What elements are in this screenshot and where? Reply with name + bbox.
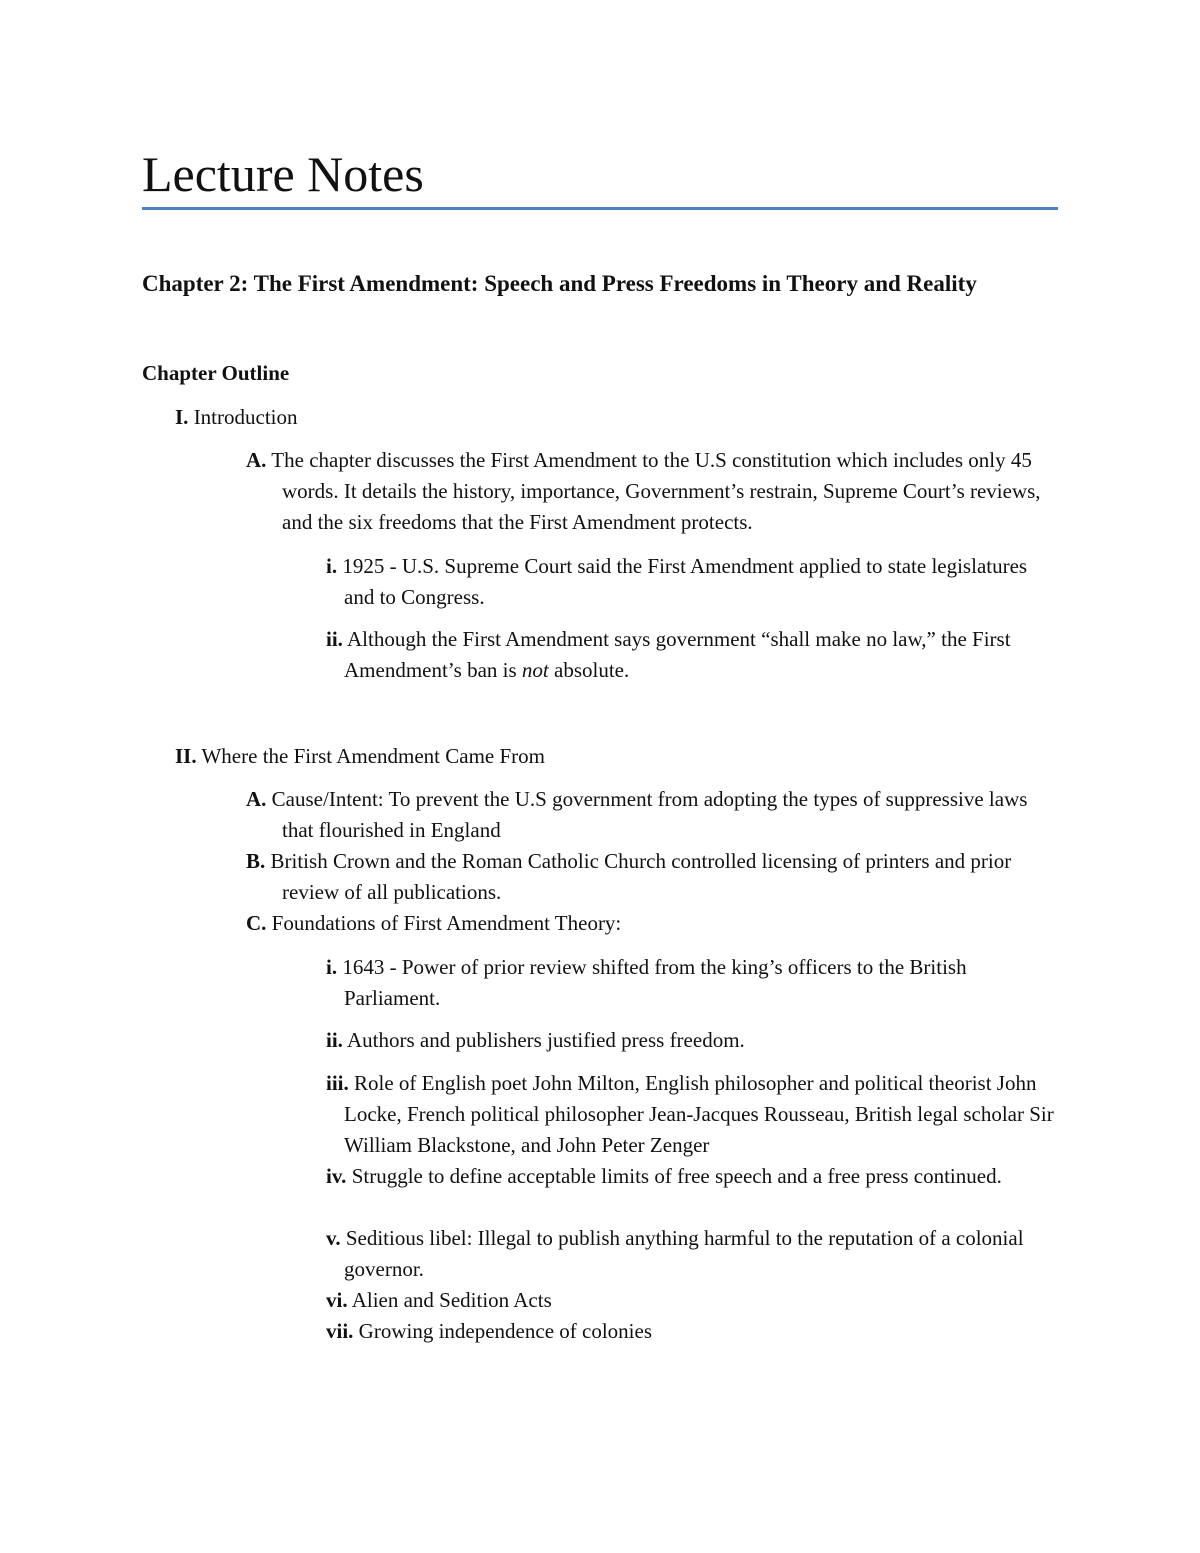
- section-title: Introduction: [193, 405, 298, 429]
- outline-item-2b: [246, 846, 1058, 908]
- outline-item-2c-iv: [326, 1161, 1058, 1192]
- item-label: iv.: [326, 1164, 347, 1188]
- item-label: vii.: [326, 1319, 354, 1343]
- item-label: i.: [326, 955, 338, 979]
- outline-item-1a: [246, 445, 1058, 538]
- item-label: i.: [326, 554, 338, 578]
- chapter-heading: Chapter 2: The First Amendment: Speech and Press Freedoms in Theory and Reality: [142, 271, 977, 296]
- item-label: C.: [246, 911, 267, 935]
- item-emphasis: not: [521, 658, 549, 682]
- outline-section-origins: [175, 741, 1055, 772]
- outline-item-1a-ii: [326, 624, 1058, 686]
- item-label: B.: [246, 849, 266, 873]
- item-label: v.: [326, 1226, 341, 1250]
- outline-item-2c-vii: [326, 1316, 1058, 1347]
- item-text: Role of English poet John Milton, English philosopher and political theorist John Locke, French political philosopher Jean-Jacques Rousseau, British legal scholar Sir William Blackstone, and John Peter Zenger: [344, 1071, 1054, 1157]
- item-label: vi.: [326, 1288, 348, 1312]
- item-text: Foundations of First Amendment Theory:: [271, 911, 622, 935]
- outline-item-2c-v: [326, 1223, 1058, 1285]
- item-label: ii.: [326, 1028, 343, 1052]
- outline-item-1a-i: [326, 551, 1058, 613]
- item-text: Seditious libel: Illegal to publish anything harmful to the reputation of a colonial governor.: [344, 1226, 1024, 1281]
- item-text: British Crown and the Roman Catholic Church controlled licensing of printers and prior review of all publications.: [270, 849, 1012, 904]
- outline-heading: Chapter Outline: [142, 361, 290, 385]
- outline-item-2c: [246, 908, 1058, 939]
- item-text: The chapter discusses the First Amendment to the U.S constitution which includes only 45 words. It details the history, importance, Government’s restrain, Supreme Court’s reviews, and the six freedoms that the First Amendment protects.: [271, 448, 1041, 534]
- outline-item-2c-i: [326, 952, 1058, 1014]
- section-title: Where the First Amendment Came From: [201, 744, 546, 768]
- item-text: Growing independence of colonies: [358, 1319, 652, 1343]
- item-text: Struggle to define acceptable limits of free speech and a free press continued.: [351, 1164, 1002, 1188]
- item-label: A.: [246, 787, 267, 811]
- item-label: ii.: [326, 627, 343, 651]
- outline-item-2a: [246, 784, 1058, 846]
- item-text: Alien and Sedition Acts: [351, 1288, 552, 1312]
- item-text: 1925 - U.S. Supreme Court said the First Amendment applied to state legislatures and to Congress.: [342, 554, 1028, 609]
- outline-item-2c-ii: [326, 1025, 1058, 1056]
- item-text: Although the First Amendment says government “shall make no law,” the First Amendment’s ban is: [344, 627, 1011, 682]
- section-number: I.: [175, 405, 189, 429]
- section-number: II.: [175, 744, 197, 768]
- title-underline: [142, 207, 1058, 210]
- item-text: Authors and publishers justified press freedom.: [347, 1028, 745, 1052]
- page-title: Lecture Notes: [142, 146, 424, 202]
- item-text-end: absolute.: [554, 658, 630, 682]
- outline-section-introduction: [175, 402, 1055, 433]
- item-text: 1643 - Power of prior review shifted from the king’s officers to the British Parliament.: [342, 955, 967, 1010]
- item-label: A.: [246, 448, 267, 472]
- outline-item-2c-vi: [326, 1285, 1058, 1316]
- outline-item-2c-iii: [326, 1068, 1058, 1161]
- item-label: iii.: [326, 1071, 349, 1095]
- item-text: Cause/Intent: To prevent the U.S government from adopting the types of suppressive laws that flourished in England: [271, 787, 1028, 842]
